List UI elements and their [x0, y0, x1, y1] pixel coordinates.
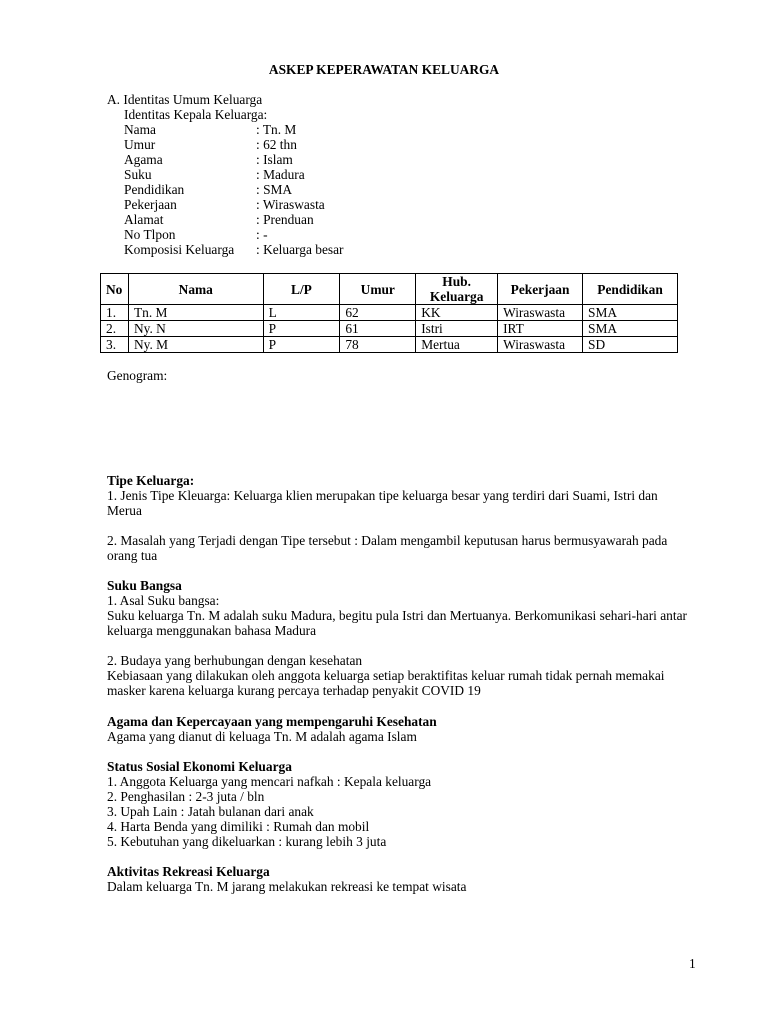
- rekreasi-heading: Aktivitas Rekreasi Keluarga: [107, 864, 270, 879]
- agama-section: [107, 714, 687, 744]
- suku-p1-text: Suku keluarga Tn. M adalah suku Madura, begitu pula Istri dan Mertuanya. Berkomunikasi sehari-hari antar keluarga menggunakan bahasa Madura: [107, 608, 687, 638]
- field-value: : Prenduan: [256, 212, 314, 227]
- suku-p2-title: 2. Budaya yang berhubungan dengan kesehatan: [107, 653, 363, 668]
- field-value: : SMA: [256, 182, 293, 197]
- table-cell: Wiraswasta: [498, 305, 583, 321]
- field-row: [107, 137, 344, 152]
- table-cell: SD: [583, 337, 678, 353]
- table-cell: SMA: [583, 305, 678, 321]
- field-value: : Keluarga besar: [256, 242, 344, 257]
- tipe-paragraph-2: 2. Masalah yang Terjadi dengan Tipe tersebut : Dalam mengambil keputusan harus bermusyawarah pada orang tua: [107, 533, 668, 563]
- column-header: Pekerjaan: [498, 274, 583, 305]
- suku-heading: Suku Bangsa: [107, 578, 182, 593]
- table-cell: Wiraswasta: [498, 337, 583, 353]
- field-key: Umur: [124, 137, 156, 152]
- column-header: Hub. Keluarga: [416, 274, 498, 305]
- field-key: Agama: [124, 152, 163, 167]
- table-cell: Istri: [416, 321, 498, 337]
- table-cell: 2.: [101, 321, 129, 337]
- table-cell: 61: [340, 321, 416, 337]
- field-value: : -: [256, 227, 268, 242]
- list-item: 5. Kebutuhan yang dikeluarkan : kurang lebih 3 juta: [107, 834, 387, 849]
- field-key: Suku: [124, 167, 152, 182]
- column-header: Nama: [128, 274, 263, 305]
- section-a-heading: A. Identitas Umum Keluarga: [107, 92, 263, 107]
- table-cell: Tn. M: [128, 305, 263, 321]
- tipe-paragraph-1: 1. Jenis Tipe Kleuarga: Keluarga klien merupakan tipe keluarga besar yang terdiri dari Suami, Istri dan Merua: [107, 488, 658, 518]
- field-row: [107, 227, 344, 242]
- ekonomi-section: [107, 759, 687, 849]
- table-row: [101, 337, 678, 353]
- column-header: No: [101, 274, 129, 305]
- table-header-row: [101, 274, 678, 305]
- identitas-section: [107, 92, 344, 257]
- field-row: [107, 167, 344, 182]
- list-item: 4. Harta Benda yang dimiliki : Rumah dan mobil: [107, 819, 370, 834]
- field-value: : 62 thn: [256, 137, 297, 152]
- field-key: Komposisi Keluarga: [124, 242, 235, 257]
- document-title: ASKEP KEPERAWATAN KELUARGA: [268, 62, 500, 77]
- field-value: : Wiraswasta: [256, 197, 325, 212]
- column-header: Pendidikan: [583, 274, 678, 305]
- table-cell: 3.: [101, 337, 129, 353]
- table-cell: 62: [340, 305, 416, 321]
- list-item: 3. Upah Lain : Jatah bulanan dari anak: [107, 804, 314, 819]
- agama-text: Agama yang dianut di keluaga Tn. M adalah agama Islam: [107, 729, 417, 744]
- ekonomi-heading: Status Sosial Ekonomi Keluarga: [107, 759, 292, 774]
- field-row: [107, 152, 344, 167]
- field-key: Pekerjaan: [124, 197, 177, 212]
- list-item: 2. Penghasilan : 2-3 juta / bln: [107, 789, 265, 804]
- tipe-heading: Tipe Keluarga:: [107, 473, 195, 488]
- field-row: [107, 182, 344, 197]
- field-key: No Tlpon: [124, 227, 176, 242]
- table-cell: Ny. M: [128, 337, 263, 353]
- field-row: [107, 212, 344, 227]
- tipe-keluarga-section: [107, 473, 687, 563]
- table-cell: SMA: [583, 321, 678, 337]
- agama-heading: Agama dan Kepercayaan yang mempengaruhi Kesehatan: [107, 714, 437, 729]
- table-cell: KK: [416, 305, 498, 321]
- column-header: Umur: [340, 274, 416, 305]
- table-cell: P: [263, 337, 340, 353]
- rekreasi-section: [107, 864, 687, 894]
- field-row: [107, 122, 344, 137]
- suku-p2-text: Kebiasaan yang dilakukan oleh anggota keluarga setiap beraktifitas keluar rumah tidak pernah memakai masker karena keluarga kurang percaya terhadap penyakit COVID 19: [107, 668, 665, 698]
- table-cell: P: [263, 321, 340, 337]
- field-key: Pendidikan: [124, 182, 185, 197]
- page-number: 1: [689, 956, 696, 971]
- table-cell: Ny. N: [128, 321, 263, 337]
- rekreasi-text: Dalam keluarga Tn. M jarang melakukan rekreasi ke tempat wisata: [107, 879, 467, 894]
- suku-bangsa-section: [107, 578, 687, 698]
- kepala-keluarga-subheading: Identitas Kepala Keluarga:: [124, 107, 268, 122]
- table-cell: IRT: [498, 321, 583, 337]
- field-row: [107, 242, 344, 257]
- table-cell: 1.: [101, 305, 129, 321]
- table-cell: 78: [340, 337, 416, 353]
- table-row: [101, 321, 678, 337]
- field-value: : Tn. M: [256, 122, 297, 137]
- field-value: : Islam: [256, 152, 293, 167]
- field-row: [107, 197, 344, 212]
- field-key: Nama: [124, 122, 156, 137]
- genogram-label: Genogram:: [107, 368, 168, 383]
- field-value: : Madura: [256, 167, 305, 182]
- table-cell: L: [263, 305, 340, 321]
- table-row: [101, 305, 678, 321]
- table-cell: Mertua: [416, 337, 498, 353]
- field-key: Alamat: [124, 212, 164, 227]
- family-composition-table: [100, 273, 678, 353]
- suku-p1-title: 1. Asal Suku bangsa:: [107, 593, 220, 608]
- list-item: 1. Anggota Keluarga yang mencari nafkah : Kepala keluarga: [107, 774, 432, 789]
- column-header: L/P: [263, 274, 340, 305]
